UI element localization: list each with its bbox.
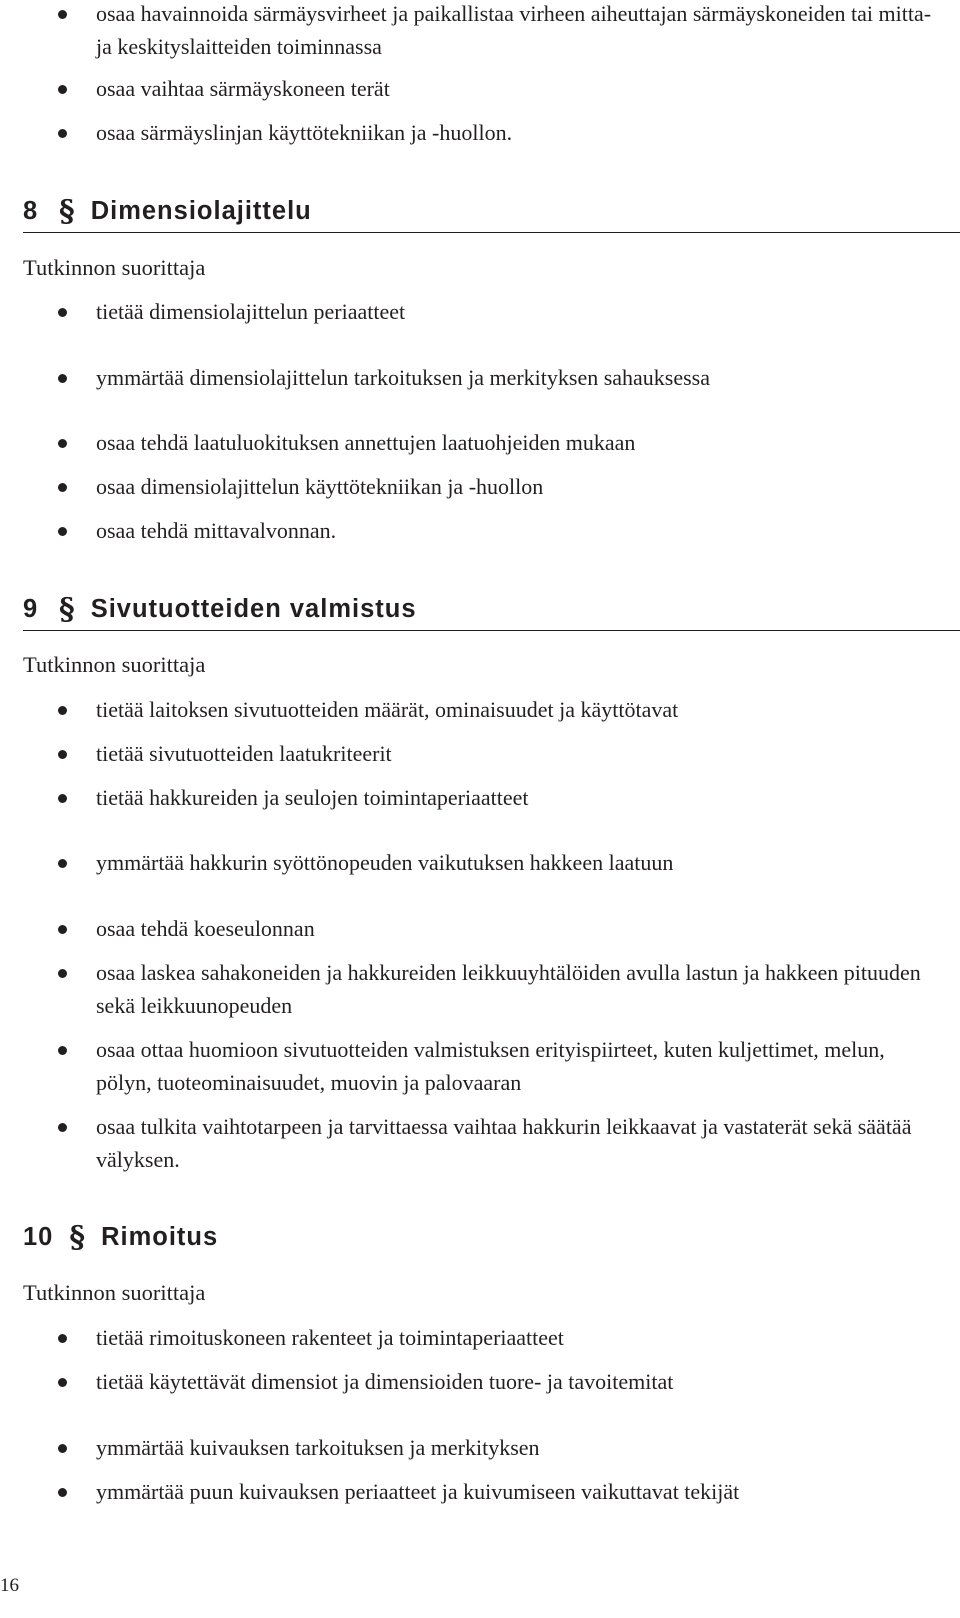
list-item: osaa särmäyslinjan käyttötekniikan ja -huollon. <box>96 116 936 149</box>
list-item: osaa tehdä koeseulonnan <box>96 912 936 945</box>
section-heading-10: 10 § Rimoitus <box>23 1220 219 1255</box>
section-subhead: Tutkinnon suorittaja <box>23 652 206 677</box>
list-item: ymmärtää puun kuivauksen periaatteet ja kuivumiseen vaikuttavat tekijät <box>96 1475 936 1508</box>
section-subhead: Tutkinnon suorittaja <box>23 255 206 280</box>
bullet-icon <box>58 483 67 492</box>
section-title: Sivutuotteiden valmistus <box>90 595 417 623</box>
list-item: tietää hakkureiden ja seulojen toimintaperiaatteet <box>96 781 936 814</box>
bullet-icon <box>58 10 67 19</box>
bullet-icon <box>58 308 67 317</box>
section-heading-8: 8 § Dimensiolajittelu <box>23 192 960 233</box>
list-item: ymmärtää kuivauksen tarkoituksen ja merkityksen <box>96 1431 936 1464</box>
bullet-icon <box>58 1488 67 1497</box>
list-item: osaa ottaa huomioon sivutuotteiden valmistuksen erityispiirteet, kuten kuljettimet, melun, pölyn, tuoteominaisuudet, muovin ja palovaaran <box>96 1033 936 1099</box>
bullet-icon <box>58 439 67 448</box>
list-item: ymmärtää hakkurin syöttönopeuden vaikutuksen hakkeen laatuun <box>96 846 936 879</box>
list-item: osaa tehdä laatuluokituksen annettujen laatuohjeiden mukaan <box>96 426 936 459</box>
bullet-icon <box>58 85 67 94</box>
bullet-icon <box>58 859 67 868</box>
bullet-icon <box>58 750 67 759</box>
bullet-icon <box>58 925 67 934</box>
bullet-icon <box>58 374 67 383</box>
list-item: tietää laitoksen sivutuotteiden määrät, ominaisuudet ja käyttötavat <box>96 693 936 726</box>
list-item: osaa laskea sahakoneiden ja hakkureiden leikkuuyhtälöiden avulla lastun ja hakkeen pituuden sekä leikkuunopeuden <box>96 956 936 1022</box>
bullet-icon <box>58 1123 67 1132</box>
list-item: osaa dimensiolajittelun käyttötekniikan ja -huollon <box>96 470 936 503</box>
list-item: tietää sivutuotteiden laatukriteerit <box>96 737 936 770</box>
section-title: Dimensiolajittelu <box>90 197 312 225</box>
list-item: osaa havainnoida särmäysvirheet ja paikallistaa virheen aiheuttajan särmäyskoneiden tai mitta- ja keskityslaitteiden toiminnassa <box>96 0 936 63</box>
section-title: Rimoitus <box>101 1223 219 1251</box>
bullet-icon <box>58 1444 67 1453</box>
bullet-icon <box>58 706 67 715</box>
section-sign: § <box>59 194 76 229</box>
list-item: ymmärtää dimensiolajittelun tarkoituksen ja merkityksen sahauksessa <box>96 361 936 394</box>
section-sign: § <box>59 592 76 627</box>
bullet-icon <box>58 129 67 138</box>
page-number: 16 <box>0 1575 19 1596</box>
bullet-icon <box>58 1334 67 1343</box>
list-item: osaa vaihtaa särmäyskoneen terät <box>96 72 936 105</box>
list-item: tietää käytettävät dimensiot ja dimensioiden tuore- ja tavoitemitat <box>96 1365 936 1398</box>
list-item: osaa tehdä mittavalvonnan. <box>96 514 936 547</box>
list-item: tietää rimoituskoneen rakenteet ja toimintaperiaatteet <box>96 1321 936 1354</box>
bullet-icon <box>58 1378 67 1387</box>
bullet-icon <box>58 527 67 536</box>
bullet-icon <box>58 1046 67 1055</box>
section-subhead: Tutkinnon suorittaja <box>23 1280 206 1305</box>
section-heading-9: 9 § Sivutuotteiden valmistus <box>23 590 960 631</box>
bullet-icon <box>58 794 67 803</box>
section-sign: § <box>69 1220 87 1255</box>
list-item: osaa tulkita vaihtotarpeen ja tarvittaessa vaihtaa hakkurin leikkaavat ja vastaterät sekä säätää välyksen. <box>96 1110 936 1176</box>
list-item: tietää dimensiolajittelun periaatteet <box>96 295 936 328</box>
bullet-icon <box>58 969 67 978</box>
